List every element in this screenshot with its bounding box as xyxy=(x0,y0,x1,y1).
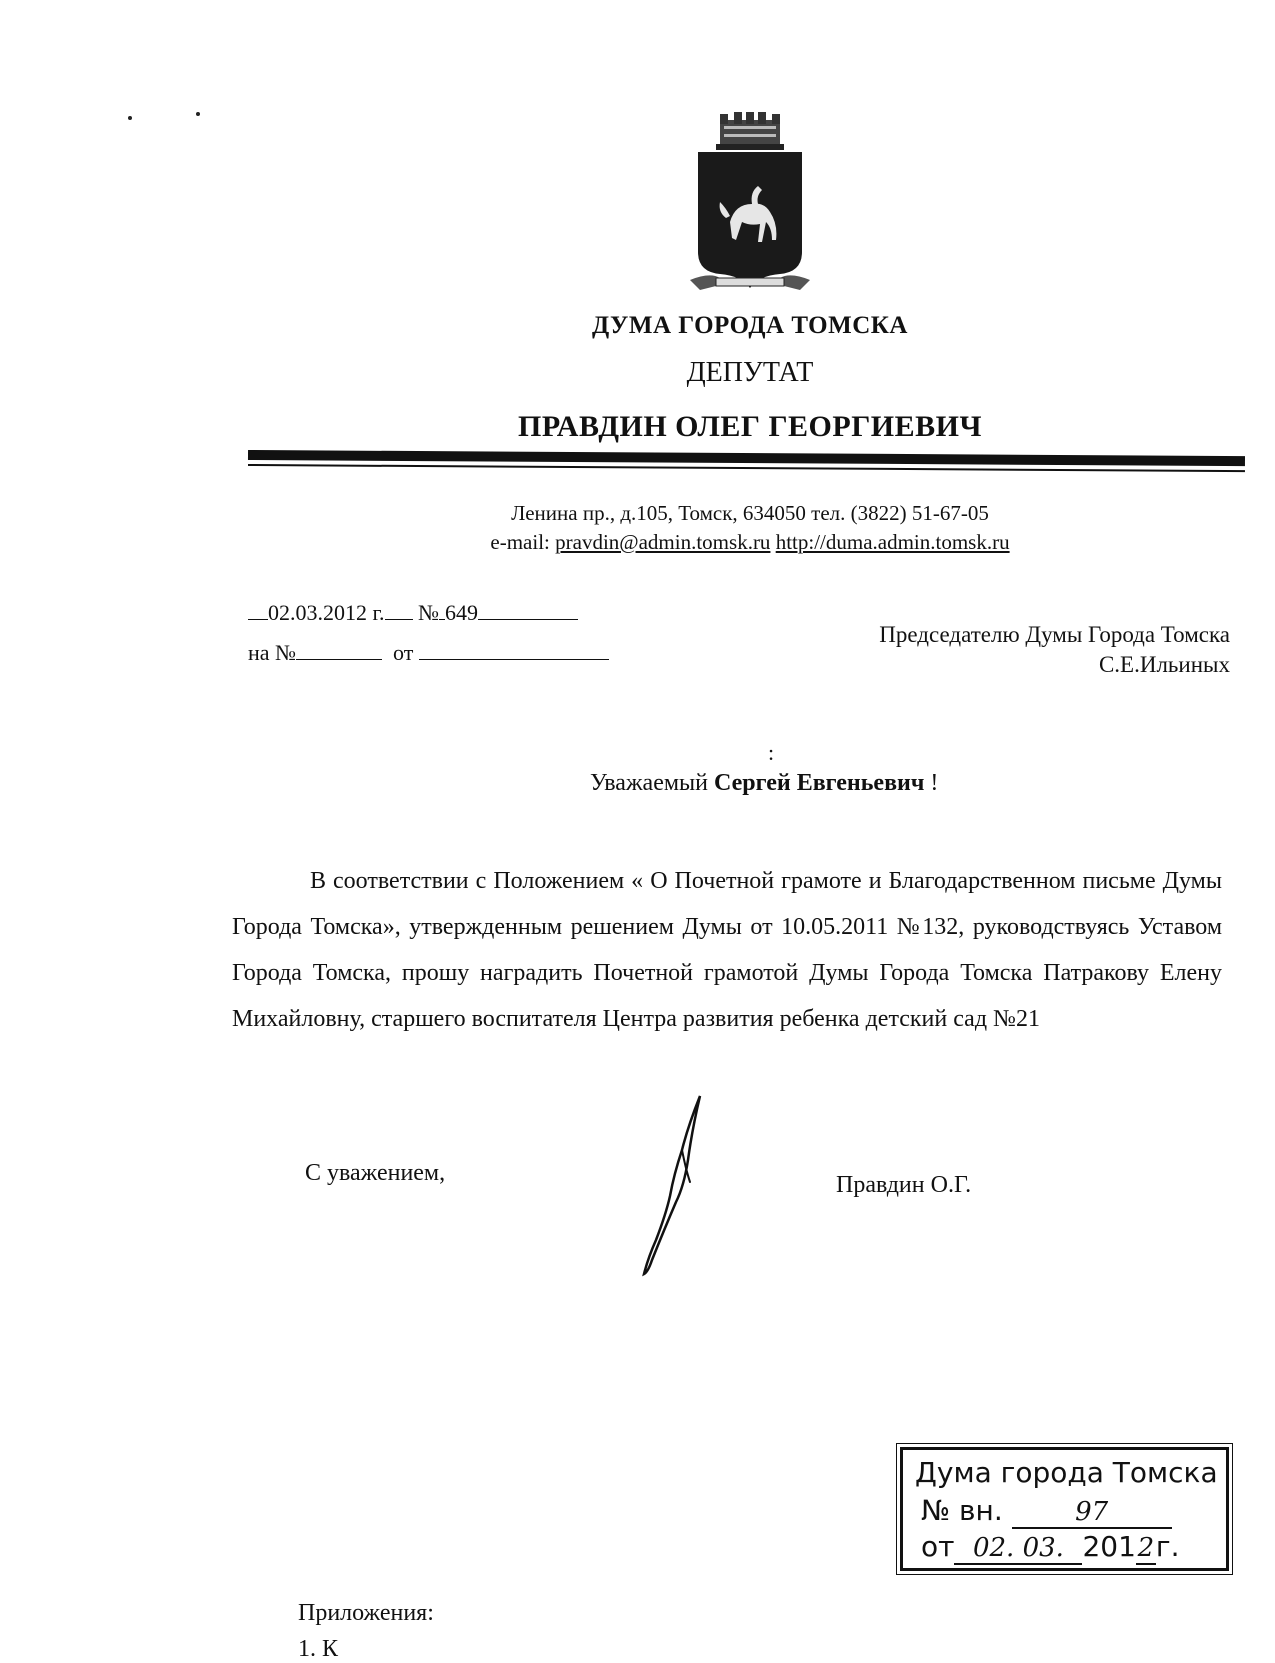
blank-line xyxy=(385,601,413,620)
stamp-number-row xyxy=(921,1494,1172,1529)
contact-address: Ленина пр., д.105, Томск, 634050 тел. (3822) 51-67-05 xyxy=(511,501,989,525)
salutation xyxy=(590,770,938,797)
stamp-title: Дума города Томска xyxy=(915,1456,1218,1489)
header-divider-thin xyxy=(248,464,1245,472)
blank-line xyxy=(478,601,578,620)
stamp-year-suffix: г. xyxy=(1155,1530,1180,1563)
reply-reference-line xyxy=(248,640,609,666)
registration-number-label: № xyxy=(418,600,440,625)
appendix-title: Приложения: xyxy=(298,1600,434,1626)
letter-body-text: В соответствии с Положением « О Почетной грамоте и Благодарственном письме Думы Города Томска», утвержденным решением Думы от 10.05.2011 №132, руководствуясь Уставом Города Томска, прошу наградить Почетной грамотой Думы Города Томска Патракову Елену Михайловну, старшего воспитателя Центра развития ребенка детский сад №21 xyxy=(232,868,1222,1032)
stamp-year-digit: 2 xyxy=(1137,1533,1155,1563)
stamp-date-handwritten: 02. 03. xyxy=(954,1533,1082,1565)
stamp-number-label: № вн. xyxy=(921,1494,1003,1527)
scan-speck xyxy=(196,112,200,116)
handwritten-signature-icon xyxy=(630,1090,720,1280)
role-heading: ДЕПУТАТ xyxy=(686,357,814,388)
registration-number: 649 xyxy=(445,600,479,625)
organization-heading: ДУМА ГОРОДА ТОМСКА xyxy=(592,312,908,339)
blank-line xyxy=(296,641,382,660)
addressee-title: Председателю Думы Города Томска xyxy=(879,622,1230,647)
deputy-name-heading: ПРАВДИН ОЛЕГ ГЕОРГИЕВИЧ xyxy=(517,410,982,443)
website-link[interactable]: http://duma.admin.tomsk.ru xyxy=(775,530,1010,554)
registration-date: 02.03.2012 г. xyxy=(268,600,385,625)
reply-number-label: на № xyxy=(248,640,297,665)
salutation-prefix: Уважаемый xyxy=(590,770,708,796)
contact-links xyxy=(400,530,1100,555)
header-divider-thick xyxy=(248,450,1245,466)
email-label: e-mail: xyxy=(490,530,550,554)
tomsk-coat-of-arms-icon xyxy=(690,112,810,297)
signer-name: Правдин О.Г. xyxy=(836,1172,972,1198)
stamp-date-row xyxy=(921,1530,1180,1565)
stamp-date-label: от xyxy=(921,1530,955,1563)
blank-line xyxy=(419,641,609,660)
closing-regards: С уважением, xyxy=(305,1160,446,1186)
stray-colon: : xyxy=(768,740,775,765)
registration-line xyxy=(248,600,578,626)
stamp-number-handwritten: 97 xyxy=(1012,1497,1172,1529)
registration-stamp xyxy=(900,1447,1229,1571)
addressee-name: С.Е.Ильиных xyxy=(1098,652,1230,677)
stamp-year-prefix: 201 xyxy=(1082,1530,1136,1563)
appendix-item: 1. К xyxy=(298,1636,339,1662)
salutation-suffix: ! xyxy=(930,770,939,796)
scan-speck xyxy=(128,116,132,120)
salutation-name: Сергей Евгеньевич xyxy=(714,770,925,796)
letter-body xyxy=(232,858,1222,1042)
blank-line xyxy=(248,601,268,620)
reply-from-label: от xyxy=(393,640,414,665)
email-link[interactable]: pravdin@admin.tomsk.ru xyxy=(555,530,771,554)
addressee-block xyxy=(879,620,1230,680)
